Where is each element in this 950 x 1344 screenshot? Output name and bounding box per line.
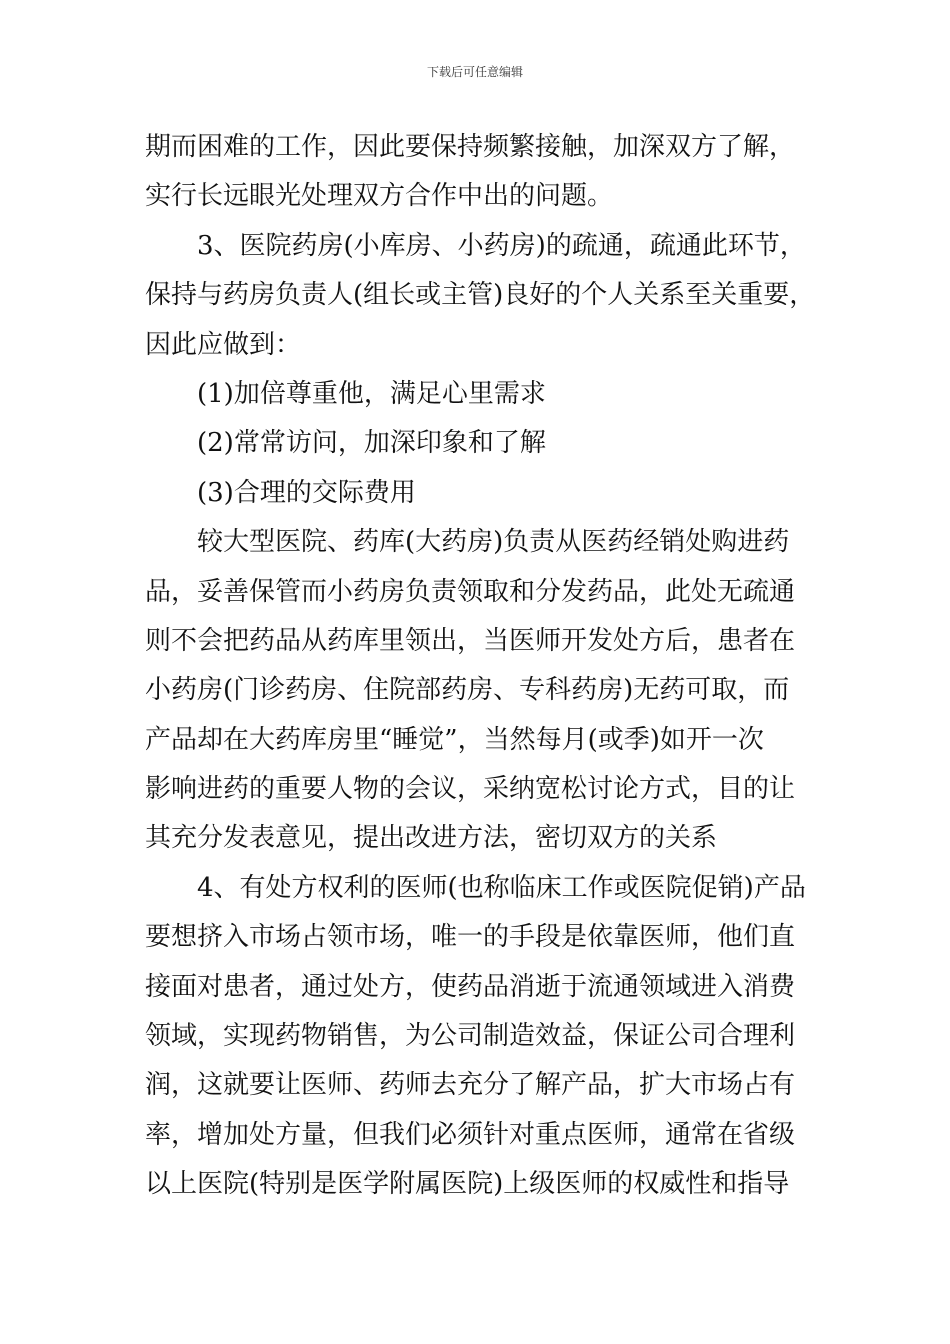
page-header: 下载后可任意编辑 bbox=[426, 65, 523, 79]
text-line: 实行长远眼光处理双方合作中出的问题。 bbox=[145, 181, 614, 212]
list-item: (2)常常访问，加深印象和了解 bbox=[197, 428, 546, 459]
text-line: 产品却在大药库房里“睡觉”，当然每月(或季)如开一次 bbox=[145, 724, 764, 755]
text-line: 较大型医院、药库(大药房)负责从医药经销处购进药 bbox=[197, 527, 790, 558]
text-line: 保持与药房负责人(组长或主管)良好的个人关系至关重要， bbox=[145, 280, 816, 311]
text-line: 因此应做到： bbox=[145, 329, 302, 360]
text-line: 影响进药的重要人物的会议，采纳宽松讨论方式，目的让 bbox=[145, 774, 796, 805]
text-line: 4、有处方权利的医师(也称临床工作或医院促销)产品 bbox=[197, 872, 806, 903]
text-line: 要想挤入市场占领市场，唯一的手段是依靠医师，他们直 bbox=[145, 922, 796, 953]
list-item: (1)加倍尊重他，满足心里需求 bbox=[197, 378, 546, 409]
list-item: (3)合理的交际费用 bbox=[197, 477, 416, 508]
text-line: 润，这就要让医师、药师去充分了解产品，扩大市场占有 bbox=[145, 1070, 796, 1101]
text-line: 率，增加处方量，但我们必须针对重点医师，通常在省级 bbox=[145, 1119, 796, 1150]
text-line: 接面对患者，通过处方，使药品消逝于流通领域进入消费 bbox=[145, 971, 796, 1002]
text-line: 领域，实现药物销售，为公司制造效益，保证公司合理利 bbox=[145, 1021, 796, 1052]
text-line: 以上医院(特别是医学附属医院)上级医师的权威性和指导 bbox=[145, 1169, 790, 1200]
document-body bbox=[145, 123, 835, 1210]
text-line: 其充分发表意见，提出改进方法，密切双方的关系 bbox=[145, 823, 718, 854]
text-line: 小药房(门诊药房、住院部药房、专科药房)无药可取，而 bbox=[145, 675, 790, 706]
text-line: 3、医院药房(小库房、小药房)的疏通，疏通此环节， bbox=[197, 230, 806, 261]
text-line: 品，妥善保管而小药房负责领取和分发药品，此处无疏通 bbox=[145, 576, 796, 607]
text-line: 则不会把药品从药库里领出，当医师开发处方后，患者在 bbox=[145, 625, 796, 656]
text-line: 期而困难的工作，因此要保持频繁接触，加深双方了解， bbox=[145, 132, 796, 162]
